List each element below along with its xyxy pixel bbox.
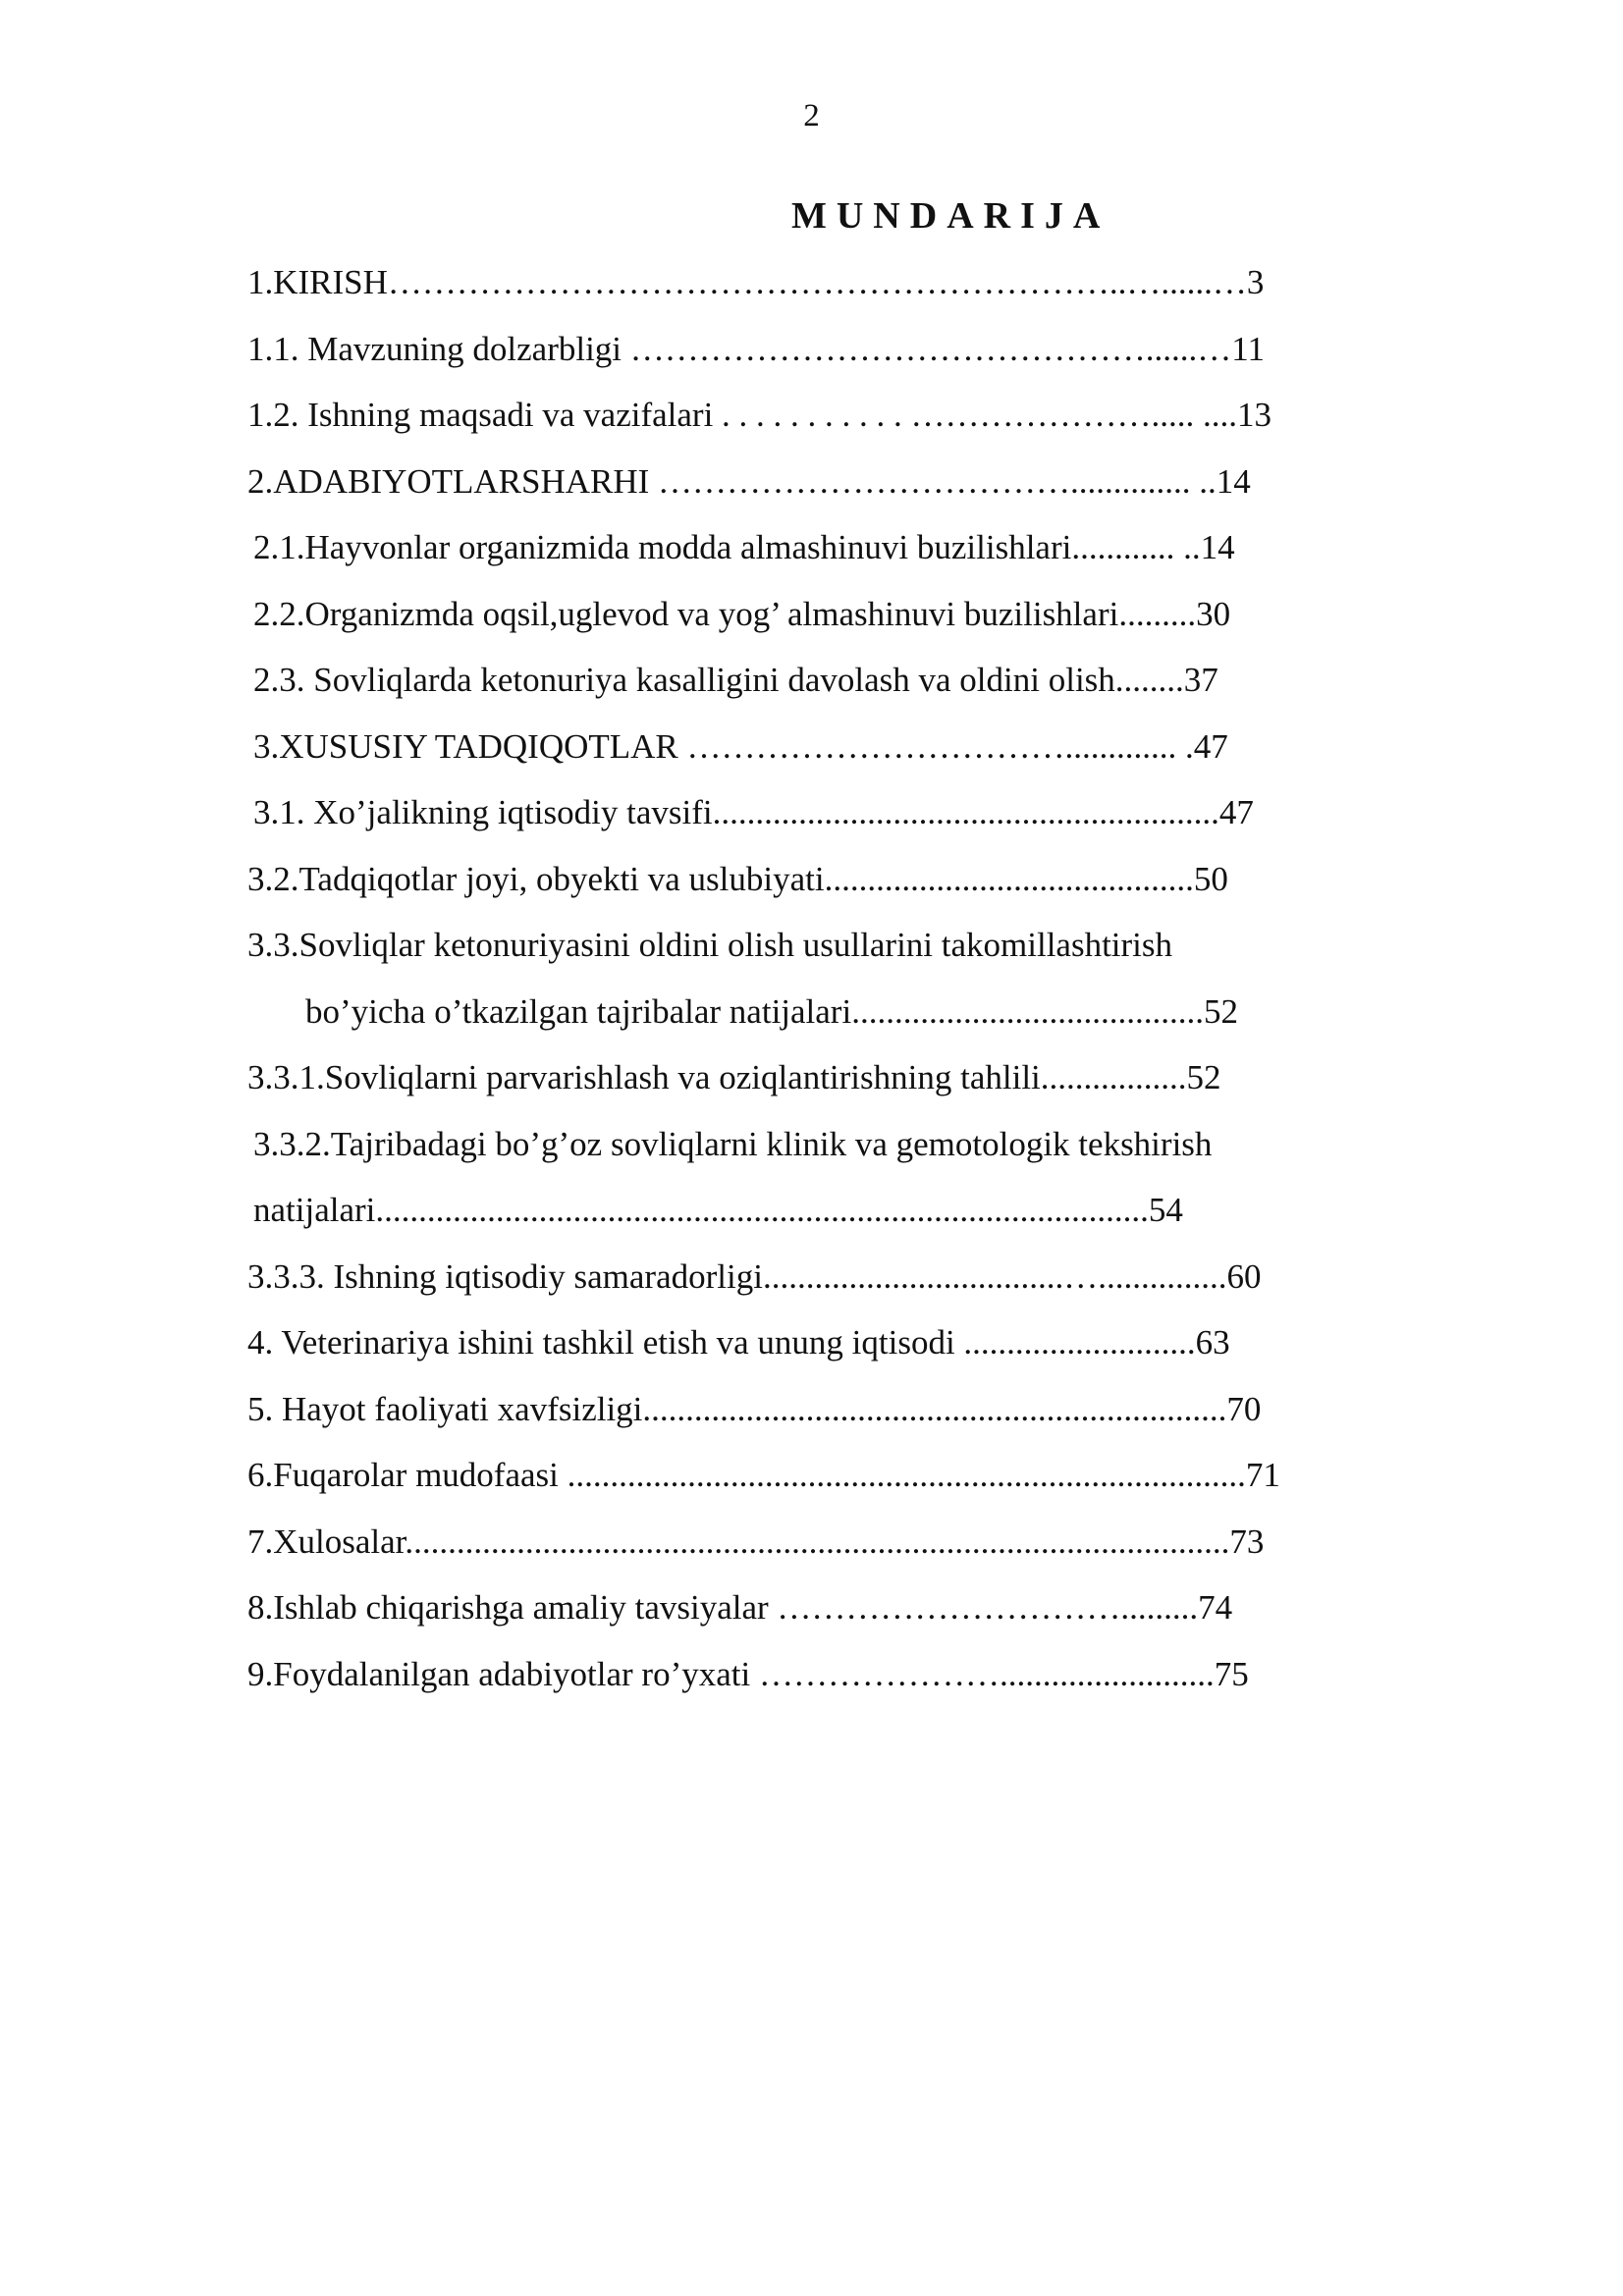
- toc-entry-3-3: 3.3.Sovliqlar ketonuriyasini oldini olish usullarini takomillashtirish: [247, 926, 1173, 964]
- toc-entry-4: 4. Veterinariya ishini tashkil etish va unung iqtisodi ...........................63: [247, 1323, 1230, 1362]
- toc-entry-1-2: 1.2. Ishning maqsadi va vazifalari . . . . . . . . . . . …………………..... ....13: [247, 396, 1272, 434]
- page-number: 2: [803, 98, 820, 133]
- toc-entry-5: 5. Hayot faoliyati xavfsizligi....................................................................70: [247, 1390, 1262, 1428]
- toc-entry-3-2: 3.2.Tadqiqotlar joyi, obyekti va uslubiyati...........................................50: [247, 860, 1228, 898]
- toc-title: MUNDARIJA: [791, 195, 1110, 237]
- toc-entry-2-1: 2.1.Hayvonlar organizmida modda almashinuvi buzilishlari............ ..14: [253, 528, 1235, 566]
- toc-entry-3-3-cont: bo’yicha o’tkazilgan tajribalar natijalari.........................................52: [305, 992, 1238, 1031]
- toc-entry-1-1: 1.1. Mavzuning dolzarbligi ………………………………………......…11: [247, 330, 1265, 368]
- toc-entry-2-2: 2.2.Organizmda oqsil,uglevod va yog’ almashinuvi buzilishlari.........30: [253, 595, 1231, 633]
- toc-entry-6: 6.Fuqarolar mudofaasi ...............................................................................71: [247, 1456, 1280, 1494]
- toc-entry-7: 7.Xulosalar................................................................................................73: [247, 1522, 1265, 1561]
- toc-entry-3-3-2-cont: natijalari..........................................................................................54: [253, 1191, 1183, 1229]
- toc-entry-2-3: 2.3. Sovliqlarda ketonuriya kasalligini davolash va oldini olish........37: [253, 661, 1218, 699]
- toc-entry-3-3-1: 3.3.1.Sovliqlarni parvarishlash va oziqlantirishning tahlili.................52: [247, 1058, 1221, 1096]
- toc-entry-3: 3.XUSUSIY TADQIQOTLAR ……………………………............. .47: [253, 727, 1228, 766]
- toc-entry-3-3-3: 3.3.3. Ishning iqtisodiy samaradorligi...................................…...............60: [247, 1257, 1262, 1296]
- toc-entry-kirish: 1.KIRISH………………………………………………………..…......…3: [247, 263, 1265, 301]
- toc-entry-9: 9.Foydalanilgan adabiyotlar ro’yxati ………………….........................75: [247, 1655, 1249, 1693]
- toc-entry-8: 8.Ishlab chiqarishga amaliy tavsiyalar ………………………….........74: [247, 1588, 1233, 1627]
- toc-entry-2: 2.ADABIYOTLARSHARHI ……………………………….............. ..14: [247, 462, 1251, 501]
- toc-entry-3-3-2: 3.3.2.Tajribadagi bo’g’oz sovliqlarni klinik va gemotologik tekshirish: [253, 1125, 1213, 1163]
- toc-entry-3-1: 3.1. Xo’jalikning iqtisodiy tavsifi...........................................................47: [253, 793, 1254, 831]
